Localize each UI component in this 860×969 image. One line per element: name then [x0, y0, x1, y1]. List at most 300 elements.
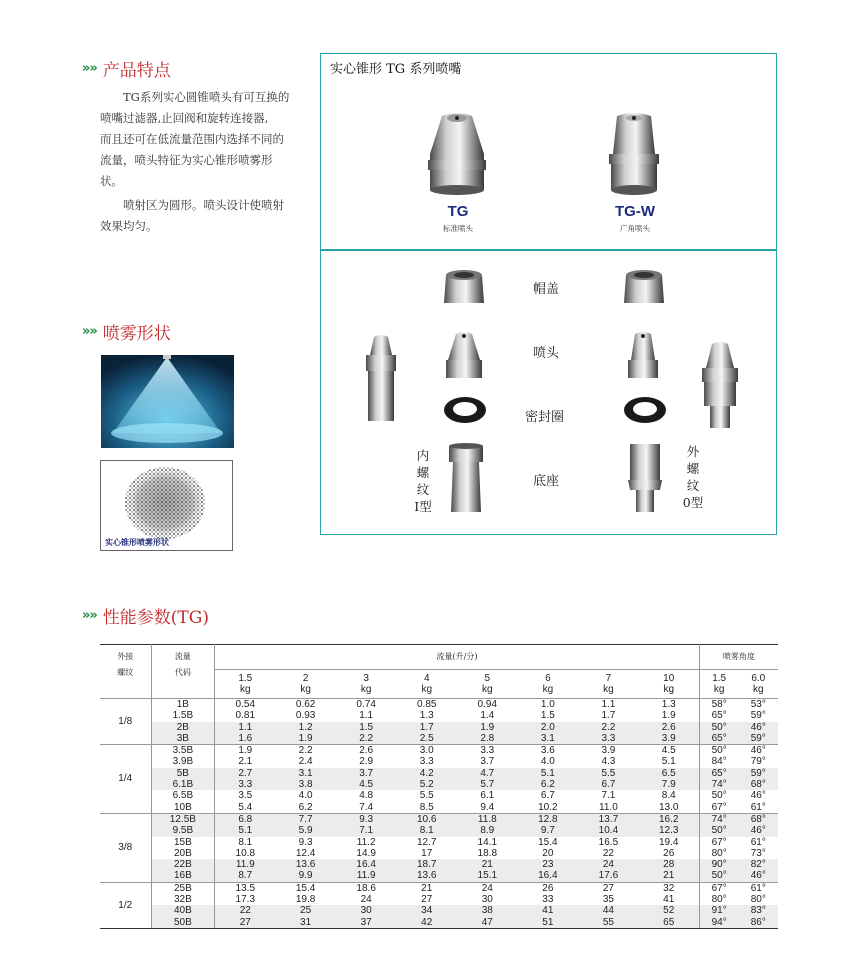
table-row — [100, 779, 778, 790]
features-title: 产品特点 — [102, 61, 171, 81]
flow-value-cell: 2.0 — [518, 722, 579, 733]
spray-caption: 实心锥形喷雾形状 — [105, 538, 169, 547]
header-angle: 喷雾角度 — [699, 645, 778, 670]
flow-value-cell: 42 — [396, 917, 457, 929]
flow-value-cell: 11.2 — [356, 836, 376, 848]
flow-code-cell: 3.5B — [151, 745, 215, 757]
spray-angle-cell: 94° — [699, 917, 738, 929]
table-row — [100, 710, 778, 721]
flow-value-cell: 3.7 — [480, 756, 495, 768]
flow-value-cell: 9.7 — [518, 825, 579, 836]
flow-value-cell: 0.94 — [457, 699, 518, 711]
outer-thread-label: 外 螺 纹 0型 — [682, 444, 704, 510]
tgw-nozzle-image — [605, 110, 663, 196]
flow-value-cell: 6.7 — [578, 779, 639, 790]
flow-code-cell: 6.5B — [151, 790, 215, 801]
flow-value-cell: 5.5 — [578, 768, 639, 779]
flow-value-cell: 22 — [602, 847, 614, 859]
flow-code-cell: 22B — [151, 859, 215, 870]
spray-angle-cell: 50° — [699, 870, 738, 882]
pressure-value: 1.5 — [238, 673, 253, 684]
spray-angle-cell: 46° — [739, 870, 778, 882]
model-tg-name: TG — [447, 203, 469, 220]
pressure-value: 3 — [363, 673, 369, 684]
flow-value-cell: 3.8 — [275, 779, 336, 790]
flow-value-cell: 20 — [542, 847, 554, 859]
flow-value-cell: 17.3 — [235, 894, 256, 906]
flow-value-cell: 41 — [639, 894, 700, 905]
flow-value-cell: 11.0 — [599, 801, 618, 813]
flow-value-cell: 65 — [639, 917, 700, 929]
flow-code-cell: 50B — [151, 917, 215, 929]
flow-value-cell: 8.9 — [457, 825, 518, 836]
flow-value-cell: 24 — [360, 894, 372, 906]
flow-value-cell: 4.7 — [457, 768, 518, 779]
flow-value-cell: 9.3 — [298, 836, 313, 848]
flow-value-cell: 13.6 — [275, 859, 336, 870]
features-paragraph-2: 喷射区为圆形。喷头设计使喷射 效果均匀。 — [100, 198, 284, 233]
flow-value-cell: 27 — [578, 882, 639, 894]
flow-code-cell: 40B — [151, 905, 215, 916]
table-row — [100, 882, 778, 894]
flow-value-cell: 1.3 — [639, 699, 700, 711]
flow-value-cell: 11.8 — [457, 813, 518, 825]
flow-value-cell: 25 — [275, 905, 336, 916]
flow-value-cell: 0.81 — [235, 710, 256, 722]
flow-value-cell: 15.1 — [457, 870, 518, 882]
spray-angle-cell: 50° — [699, 745, 738, 757]
spray-heading — [82, 319, 171, 344]
flow-value-cell: 16.2 — [639, 813, 700, 825]
flow-value-cell: 12.8 — [518, 813, 579, 825]
spray-angle-cell: 68° — [739, 779, 778, 790]
spray-angle-cell: 73° — [750, 847, 766, 859]
flow-value-cell: 1.9 — [215, 745, 276, 757]
flow-value-cell: 1.1 — [215, 722, 276, 733]
flow-value-cell: 6.2 — [298, 801, 313, 813]
assembled-inner-image — [358, 333, 404, 425]
pressure-header — [396, 670, 457, 699]
model-tgw-sub: 广角喷头 — [620, 224, 650, 233]
flow-value-cell: 27 — [215, 917, 276, 929]
flow-value-cell: 8.1 — [238, 836, 253, 848]
flow-value-cell: 27 — [421, 894, 433, 906]
flow-value-cell: 0.93 — [295, 710, 316, 722]
pressure-unit: kg — [360, 684, 372, 695]
spray-angle-cell: 50° — [699, 825, 738, 836]
pressure-unit: kg — [542, 684, 554, 695]
flow-code-cell: 32B — [151, 894, 215, 905]
pressure-value: 6 — [545, 673, 551, 684]
thread-size-cell: 1/8 — [100, 699, 151, 745]
table-row — [100, 837, 778, 848]
flow-value-cell: 6.7 — [540, 790, 555, 802]
flow-value-cell: 9.4 — [480, 801, 495, 813]
flow-value-cell: 3.3 — [419, 756, 434, 768]
flow-value-cell: 3.9 — [578, 745, 639, 757]
flow-value-cell: 19.8 — [295, 894, 316, 906]
header-flow: 流量(升/分) — [215, 645, 700, 670]
flow-code-cell: 16B — [151, 870, 215, 882]
spray-angle-cell: 46° — [750, 790, 766, 802]
flow-value-cell: 17.6 — [578, 870, 639, 882]
flow-value-cell: 1.9 — [275, 733, 336, 745]
flow-value-cell: 8.7 — [215, 870, 276, 882]
flow-code-cell: 3B — [151, 733, 215, 745]
flow-value-cell: 1.5 — [336, 722, 397, 733]
flow-code-cell: 15B — [151, 837, 215, 848]
flow-value-cell: 7.4 — [359, 801, 374, 813]
chevron-marker-icon: »» — [82, 608, 97, 623]
spray-angle-cell: 74° — [699, 813, 738, 825]
table-row — [100, 790, 778, 801]
flow-code-cell: 1B — [151, 699, 215, 711]
cap-right-image — [622, 267, 666, 311]
flow-value-cell: 5.1 — [518, 768, 579, 779]
flow-value-cell: 6.1 — [480, 790, 495, 802]
table-row — [100, 825, 778, 836]
flow-value-cell: 32 — [639, 882, 700, 894]
spray-angle-cell: 59° — [750, 710, 766, 722]
flow-value-cell: 16.5 — [598, 836, 619, 848]
flow-value-cell: 6.8 — [215, 813, 276, 825]
perf-title: 性能参数(TG) — [102, 608, 209, 628]
pressure-unit: kg — [300, 684, 311, 695]
flow-value-cell: 14.9 — [356, 847, 376, 859]
flow-value-cell: 5.1 — [639, 756, 700, 767]
flow-value-cell: 16.4 — [336, 859, 397, 870]
flow-value-cell: 21 — [457, 859, 518, 870]
inner-thread-label: 内 螺 纹 I型 — [414, 448, 432, 514]
flow-value-cell: 16.4 — [518, 870, 579, 882]
flow-value-cell: 1.1 — [359, 710, 374, 722]
flow-value-cell: 38 — [457, 905, 518, 916]
table-row — [100, 745, 778, 757]
flow-value-cell: 2.2 — [275, 745, 336, 757]
flow-value-cell: 24 — [578, 859, 639, 870]
flow-value-cell: 1.9 — [457, 722, 518, 733]
flow-value-cell: 2.4 — [298, 756, 313, 768]
spray-angle-cell: 74° — [699, 779, 738, 790]
flow-code-cell: 25B — [151, 882, 215, 894]
flow-value-cell: 3.0 — [396, 745, 457, 757]
pressure-header — [739, 670, 778, 699]
table-row — [100, 768, 778, 779]
flow-value-cell: 2.2 — [336, 733, 397, 745]
flow-value-cell: 33 — [542, 894, 554, 906]
flow-value-cell: 1.5 — [540, 710, 555, 722]
base-left-image — [447, 442, 485, 514]
pressure-value: 4 — [423, 673, 430, 684]
spray-pattern-image — [100, 460, 233, 551]
table-row — [100, 733, 778, 745]
flow-value-cell: 51 — [518, 917, 579, 929]
model-tgw-name: TG-W — [615, 203, 655, 220]
flow-value-cell: 0.62 — [275, 699, 336, 711]
chevron-marker-icon: »» — [82, 324, 97, 339]
part-base-label: 底座 — [533, 474, 560, 489]
spray-angle-cell: 61° — [750, 801, 766, 813]
spray-angle-cell: 58° — [699, 699, 738, 711]
flow-value-cell: 8.4 — [639, 790, 700, 801]
spray-photo — [101, 355, 234, 448]
flow-value-cell: 1.1 — [578, 699, 639, 711]
flow-code-cell: 1.5B — [151, 710, 215, 721]
pressure-header — [578, 670, 639, 699]
pressure-unit: kg — [482, 684, 493, 695]
pressure-unit: kg — [713, 684, 725, 695]
flow-value-cell: 4.0 — [540, 756, 555, 768]
cap-left-image — [442, 267, 486, 311]
flow-value-cell: 55 — [578, 917, 639, 929]
assembled-outer-image — [694, 340, 746, 430]
flow-value-cell: 5.1 — [215, 825, 276, 836]
model-tg-sub: 标准喷头 — [443, 224, 473, 233]
spray-angle-cell: 61° — [739, 882, 778, 894]
part-nozzle-label: 喷头 — [533, 346, 560, 361]
flow-value-cell: 31 — [275, 917, 336, 929]
flow-value-cell: 1.3 — [419, 710, 434, 722]
flow-value-cell: 3.9 — [639, 733, 700, 745]
chevron-marker-icon: »» — [82, 61, 97, 76]
pressure-header — [457, 670, 518, 699]
spray-angle-cell: 65° — [711, 710, 727, 722]
spray-angle-cell: 84° — [711, 756, 727, 768]
flow-value-cell: 3.7 — [336, 768, 397, 779]
pressure-header — [518, 670, 579, 699]
flow-value-cell: 34 — [396, 905, 457, 916]
base-right-image — [626, 442, 664, 514]
features-heading — [82, 56, 171, 81]
flow-value-cell: 3.1 — [275, 768, 336, 779]
flow-value-cell: 10.6 — [396, 813, 457, 825]
thread-size-cell: 1/4 — [100, 745, 151, 814]
spray-angle-cell: 80° — [750, 894, 766, 906]
thread-size-cell: 1/2 — [100, 882, 151, 928]
spray-angle-cell: 80° — [711, 847, 727, 859]
table-row — [100, 859, 778, 870]
nozzle-tip-right-image — [625, 330, 661, 382]
flow-value-cell: 5.9 — [275, 825, 336, 836]
flow-value-cell: 3.5 — [238, 790, 253, 802]
spray-angle-cell: 50° — [699, 722, 738, 733]
pressure-value: 2 — [302, 673, 309, 684]
flow-code-cell: 5B — [151, 768, 215, 779]
flow-value-cell: 5.5 — [419, 790, 434, 802]
flow-value-cell: 44 — [578, 905, 639, 916]
spray-angle-cell: 46° — [739, 745, 778, 757]
pressure-unit: kg — [753, 684, 764, 695]
flow-value-cell: 30 — [481, 894, 493, 906]
flow-value-cell: 13.5 — [215, 882, 276, 894]
flow-value-cell: 9.9 — [275, 870, 336, 882]
flow-value-cell: 1.4 — [480, 710, 495, 722]
spray-angle-cell: 82° — [739, 859, 778, 870]
flow-value-cell: 2.6 — [336, 745, 397, 757]
flow-code-cell: 10B — [151, 802, 215, 814]
flow-value-cell: 21 — [396, 882, 457, 894]
part-cap-label: 帽盖 — [533, 282, 560, 297]
flow-value-cell: 22 — [215, 905, 276, 916]
flow-value-cell: 15.4 — [275, 882, 336, 894]
pressure-header — [275, 670, 336, 699]
flow-value-cell: 6.2 — [518, 779, 579, 790]
spray-angle-cell: 65° — [699, 733, 738, 745]
spray-angle-cell: 53° — [739, 699, 778, 711]
flow-value-cell: 1.9 — [639, 710, 700, 721]
flow-value-cell: 1.7 — [396, 722, 457, 733]
flow-value-cell: 5.4 — [238, 801, 253, 813]
spray-angle-cell: 90° — [699, 859, 738, 870]
flow-value-cell: 47 — [457, 917, 518, 929]
flow-value-cell: 7.1 — [601, 790, 616, 802]
flow-value-cell: 4.2 — [396, 768, 457, 779]
spray-angle-cell: 68° — [739, 813, 778, 825]
flow-value-cell: 11.9 — [336, 870, 397, 882]
table-row — [100, 756, 778, 767]
flow-value-cell: 23 — [518, 859, 579, 870]
flow-value-cell: 0.74 — [336, 699, 397, 711]
spray-angle-cell: 65° — [699, 768, 738, 779]
flow-value-cell: 11.9 — [215, 859, 276, 870]
flow-value-cell: 2.9 — [359, 756, 374, 768]
spray-angle-cell: 91° — [699, 905, 738, 916]
flow-value-cell: 3.3 — [215, 779, 276, 790]
flow-value-cell: 19.4 — [639, 837, 700, 848]
flow-value-cell: 21 — [639, 870, 700, 882]
flow-value-cell: 2.6 — [639, 722, 700, 733]
flow-value-cell: 5.7 — [457, 779, 518, 790]
flow-value-cell: 7.1 — [336, 825, 397, 836]
flow-value-cell: 26 — [639, 848, 700, 859]
spray-angle-cell: 46° — [739, 825, 778, 836]
product-box-title: 实心锥形 TG 系列喷嘴 — [330, 62, 462, 77]
spray-angle-cell: 46° — [739, 722, 778, 733]
flow-code-cell: 12.5B — [151, 813, 215, 825]
flow-value-cell: 1.0 — [518, 699, 579, 711]
flow-value-cell: 13.6 — [396, 870, 457, 882]
flow-code-cell: 2B — [151, 722, 215, 733]
flow-value-cell: 12.7 — [416, 836, 437, 848]
flow-value-cell: 0.54 — [215, 699, 276, 711]
spray-angle-cell: 50° — [711, 790, 727, 802]
flow-code-cell: 9.5B — [151, 825, 215, 836]
table-row — [100, 894, 778, 905]
spray-angle-cell: 86° — [739, 917, 778, 929]
flow-value-cell: 1.2 — [275, 722, 336, 733]
flow-value-cell: 7.7 — [275, 813, 336, 825]
pressure-header — [699, 670, 738, 699]
spray-angle-cell: 83° — [739, 905, 778, 916]
flow-value-cell: 10.4 — [578, 825, 639, 836]
product-divider — [320, 249, 777, 251]
table-row — [100, 722, 778, 733]
spray-angle-cell: 67° — [699, 882, 738, 894]
flow-value-cell: 3.1 — [518, 733, 579, 745]
flow-value-cell: 35 — [602, 894, 614, 906]
thread-size-cell: 3/8 — [100, 813, 151, 882]
header-code: 流量 代码 — [151, 645, 215, 699]
table-row — [100, 870, 778, 882]
flow-value-cell: 8.1 — [396, 825, 457, 836]
table-row — [100, 917, 778, 929]
flow-value-cell: 4.5 — [336, 779, 397, 790]
flow-value-cell: 2.5 — [396, 733, 457, 745]
flow-value-cell: 24 — [457, 882, 518, 894]
flow-value-cell: 15.4 — [538, 836, 558, 848]
flow-value-cell: 4.0 — [298, 790, 313, 802]
flow-value-cell: 0.85 — [396, 699, 457, 711]
flow-value-cell: 3.6 — [518, 745, 579, 757]
flow-value-cell: 18.6 — [336, 882, 397, 894]
part-seal-label: 密封圈 — [525, 410, 565, 425]
flow-value-cell: 3.3 — [457, 745, 518, 757]
pressure-unit: kg — [240, 684, 251, 695]
seal-ring-left-image — [442, 395, 488, 425]
pressure-header — [215, 670, 276, 699]
pressure-value: 1.5 — [712, 673, 727, 684]
flow-value-cell: 2.8 — [457, 733, 518, 745]
flow-value-cell: 10.8 — [235, 847, 256, 859]
spray-angle-cell: 59° — [739, 768, 778, 779]
table-row — [100, 699, 778, 711]
pressure-value: 7 — [605, 673, 612, 684]
spray-angle-cell: 79° — [750, 756, 766, 768]
flow-value-cell: 52 — [639, 905, 700, 916]
flow-value-cell: 3.3 — [578, 733, 639, 745]
spray-angle-cell: 61° — [750, 836, 766, 848]
flow-value-cell: 13.0 — [639, 802, 700, 814]
flow-value-cell: 6.5 — [639, 768, 700, 779]
seal-ring-right-image — [622, 395, 668, 425]
flow-value-cell: 8.5 — [419, 801, 434, 813]
flow-value-cell: 2.1 — [238, 756, 253, 768]
spray-angle-cell: 67° — [711, 801, 727, 813]
pressure-unit: kg — [421, 684, 432, 695]
spray-angle-cell: 67° — [711, 836, 727, 848]
table-row — [100, 905, 778, 916]
header-thread: 外接 螺纹 — [100, 645, 151, 699]
flow-value-cell: 18.7 — [396, 859, 457, 870]
spray-angle-cell: 59° — [739, 733, 778, 745]
flow-value-cell: 12.4 — [295, 847, 316, 859]
flow-value-cell: 9.3 — [336, 813, 397, 825]
flow-value-cell: 13.7 — [578, 813, 639, 825]
pressure-unit: kg — [663, 684, 674, 695]
flow-value-cell: 1.7 — [601, 710, 616, 722]
flow-value-cell: 4.5 — [639, 745, 700, 757]
flow-code-cell: 20B — [151, 848, 215, 859]
flow-value-cell: 5.2 — [396, 779, 457, 790]
performance-table — [100, 644, 778, 929]
table-row — [100, 813, 778, 825]
flow-value-cell: 18.8 — [477, 847, 498, 859]
flow-value-cell: 28 — [639, 859, 700, 870]
spray-title: 喷雾形状 — [102, 324, 171, 344]
table-row — [100, 848, 778, 859]
flow-value-cell: 14.1 — [477, 836, 498, 848]
flow-value-cell: 17 — [421, 847, 433, 859]
nozzle-tip-left-image — [444, 330, 484, 382]
flow-code-cell: 3.9B — [151, 756, 215, 767]
pressure-value: 10 — [663, 673, 675, 684]
flow-value-cell: 37 — [336, 917, 397, 929]
flow-value-cell: 7.9 — [639, 779, 700, 790]
pressure-value: 5 — [484, 673, 491, 684]
pressure-unit: kg — [603, 684, 614, 695]
flow-value-cell: 1.6 — [215, 733, 276, 745]
flow-value-cell: 4.8 — [359, 790, 374, 802]
